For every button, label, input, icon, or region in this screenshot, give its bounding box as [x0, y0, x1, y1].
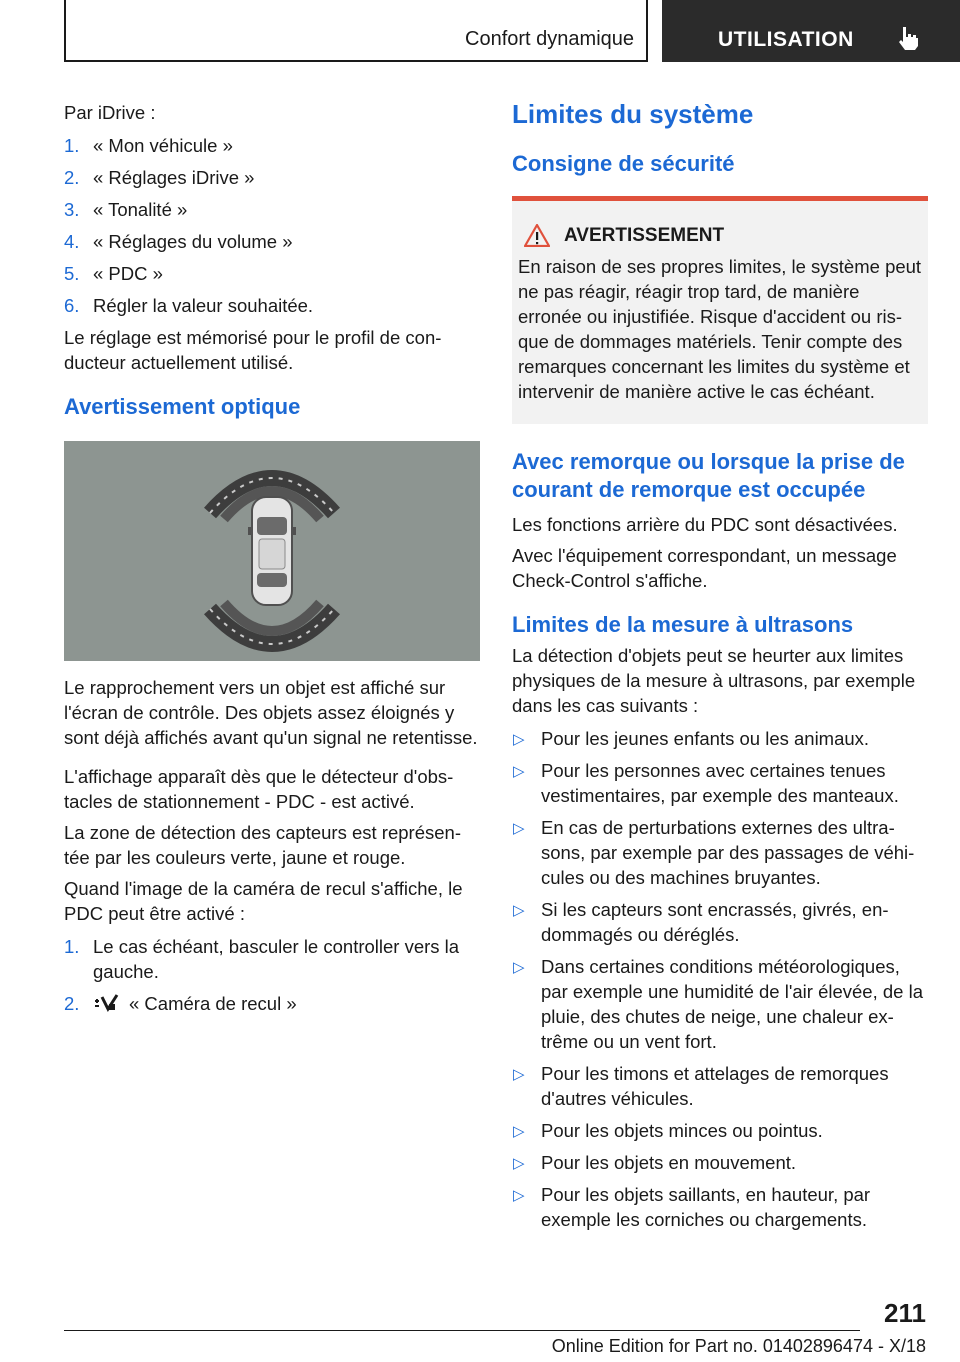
paragraph-camera: Quand l'image de la caméra de recul s'affiche, le PDC peut être activé : [64, 878, 463, 924]
list-item: ▷ En cas de perturbations externes des ultrasons, par exemple par des passages de véhicules ou des machines bruyantes. [513, 817, 915, 888]
left-column [64, 100, 480, 1023]
rear-camera-icon [93, 993, 119, 1013]
heading-optical-warning: Avertissement optique [64, 394, 301, 419]
list-item: ▷ Pour les jeunes enfants ou les animaux. [512, 726, 928, 751]
warning-text: En raison de ses propres limites, le système peut ne pas réagir, réagir trop tard, de manière erronée ou injustifiée. Risque d'accident ou risque de dommages matériels. Tenir compte des remarques concernant les limites du système et intervenir de manière active le cas échéant. [518, 256, 922, 402]
triangle-bullet-icon: ▷ [513, 731, 525, 748]
warning-title: AVERTISSEMENT [564, 225, 725, 246]
header-chapter-box [662, 0, 960, 62]
saved-note: Le réglage est mémorisé pour le profil de conducteur actuellement utilisé. [64, 327, 442, 373]
list-item: 2. « Caméra de recul » [64, 993, 297, 1014]
warning-box [512, 196, 928, 424]
list-item: ▷ Pour les timons et attelages de remorques d'autres véhicules. [513, 1063, 889, 1109]
page-number: 211 [884, 1298, 926, 1328]
idrive-steps [64, 133, 480, 318]
triangle-bullet-icon: ▷ [513, 1066, 525, 1083]
list-item: ▷ Dans certaines conditions météorologiques, par exemple une humidité de l'air élevée, de la pluie, des chutes de neige, une chaleur extrême ou un vent fort. [513, 956, 923, 1052]
warning-triangle-icon [524, 224, 550, 247]
trailer-paragraph-2: Avec l'équipement correspondant, un message Check-Control s'affiche. [512, 545, 897, 591]
list-item: ▷ Pour les objets en mouvement. [512, 1150, 928, 1175]
footer-divider [64, 1330, 860, 1331]
list-item: 2. « Réglages iDrive » [64, 167, 255, 188]
ultrasound-intro: La détection d'objets peut se heurter aux limites physiques de la mesure à ultrasons, par exemple dans les cas suivants : [512, 645, 916, 716]
pdc-car-illustration [64, 441, 480, 661]
list-item: 3. « Tonalité » [64, 199, 188, 220]
list-item: ▷ Pour les objets minces ou pointus. [512, 1118, 928, 1143]
trailer-paragraph-1: Les fonctions arrière du PDC sont désactivées. [512, 514, 898, 535]
list-item: 1. « Mon véhicule » [64, 135, 233, 156]
right-column [512, 100, 928, 1239]
triangle-bullet-icon: ▷ [513, 1155, 525, 1172]
ultrasound-cases [512, 726, 928, 1232]
paragraph-activation: L'affichage apparaît dès que le détecteur d'obstacles de stationnement - PDC - est activé. [64, 766, 454, 812]
paragraph-approach: Le rapprochement vers un objet est affiché sur l'écran de contrôle. Des objets assez éloignés y sont déjà affichés avant qu'un signal ne retentisse. [64, 677, 478, 748]
header-section-title: Confort dynamique [465, 28, 634, 50]
triangle-bullet-icon: ▷ [513, 959, 525, 976]
triangle-bullet-icon: ▷ [513, 1187, 525, 1204]
paragraph-colors: La zone de détection des capteurs est représentée par les couleurs verte, jaune et rouge. [64, 822, 461, 868]
list-item: 1. Le cas échéant, basculer le controller vers la gauche. [64, 936, 460, 982]
list-item: 6. Régler la valeur souhaitée. [64, 295, 314, 316]
triangle-bullet-icon: ▷ [513, 763, 525, 780]
triangle-bullet-icon: ▷ [513, 820, 525, 837]
camera-steps [64, 934, 480, 1016]
heading-safety-note: Consigne de sécurité [512, 151, 735, 176]
list-item: ▷ Si les capteurs sont encrassés, givrés, endommagés ou déréglés. [513, 899, 889, 945]
triangle-bullet-icon: ▷ [513, 902, 525, 919]
triangle-bullet-icon: ▷ [513, 1123, 525, 1140]
heading-system-limits: Limites du système [512, 99, 754, 129]
header-chapter-title: UTILISATION [718, 28, 854, 51]
intro-text: Par iDrive : [64, 102, 156, 123]
heading-ultrasound: Limites de la mesure à ultrasons [512, 612, 854, 637]
header-section-box [64, 0, 648, 62]
list-item: ▷ Pour les personnes avec certaines tenues vestimentaires, par exemple des manteaux. [513, 760, 899, 806]
list-item: ▷ Pour les objets saillants, en hauteur, par exemple les corniches ou chargements. [513, 1184, 871, 1230]
list-item: 4. « Réglages du volume » [64, 231, 293, 252]
footer-edition: Online Edition for Part no. 01402896474 - X/18 [551, 1336, 926, 1356]
hand-pointer-icon [894, 24, 922, 52]
heading-trailer: Avec remorque ou lorsque la prise de courant de remorque est occupée [512, 449, 905, 502]
warning-title-row [518, 223, 922, 248]
list-item: 5. « PDC » [64, 263, 163, 284]
